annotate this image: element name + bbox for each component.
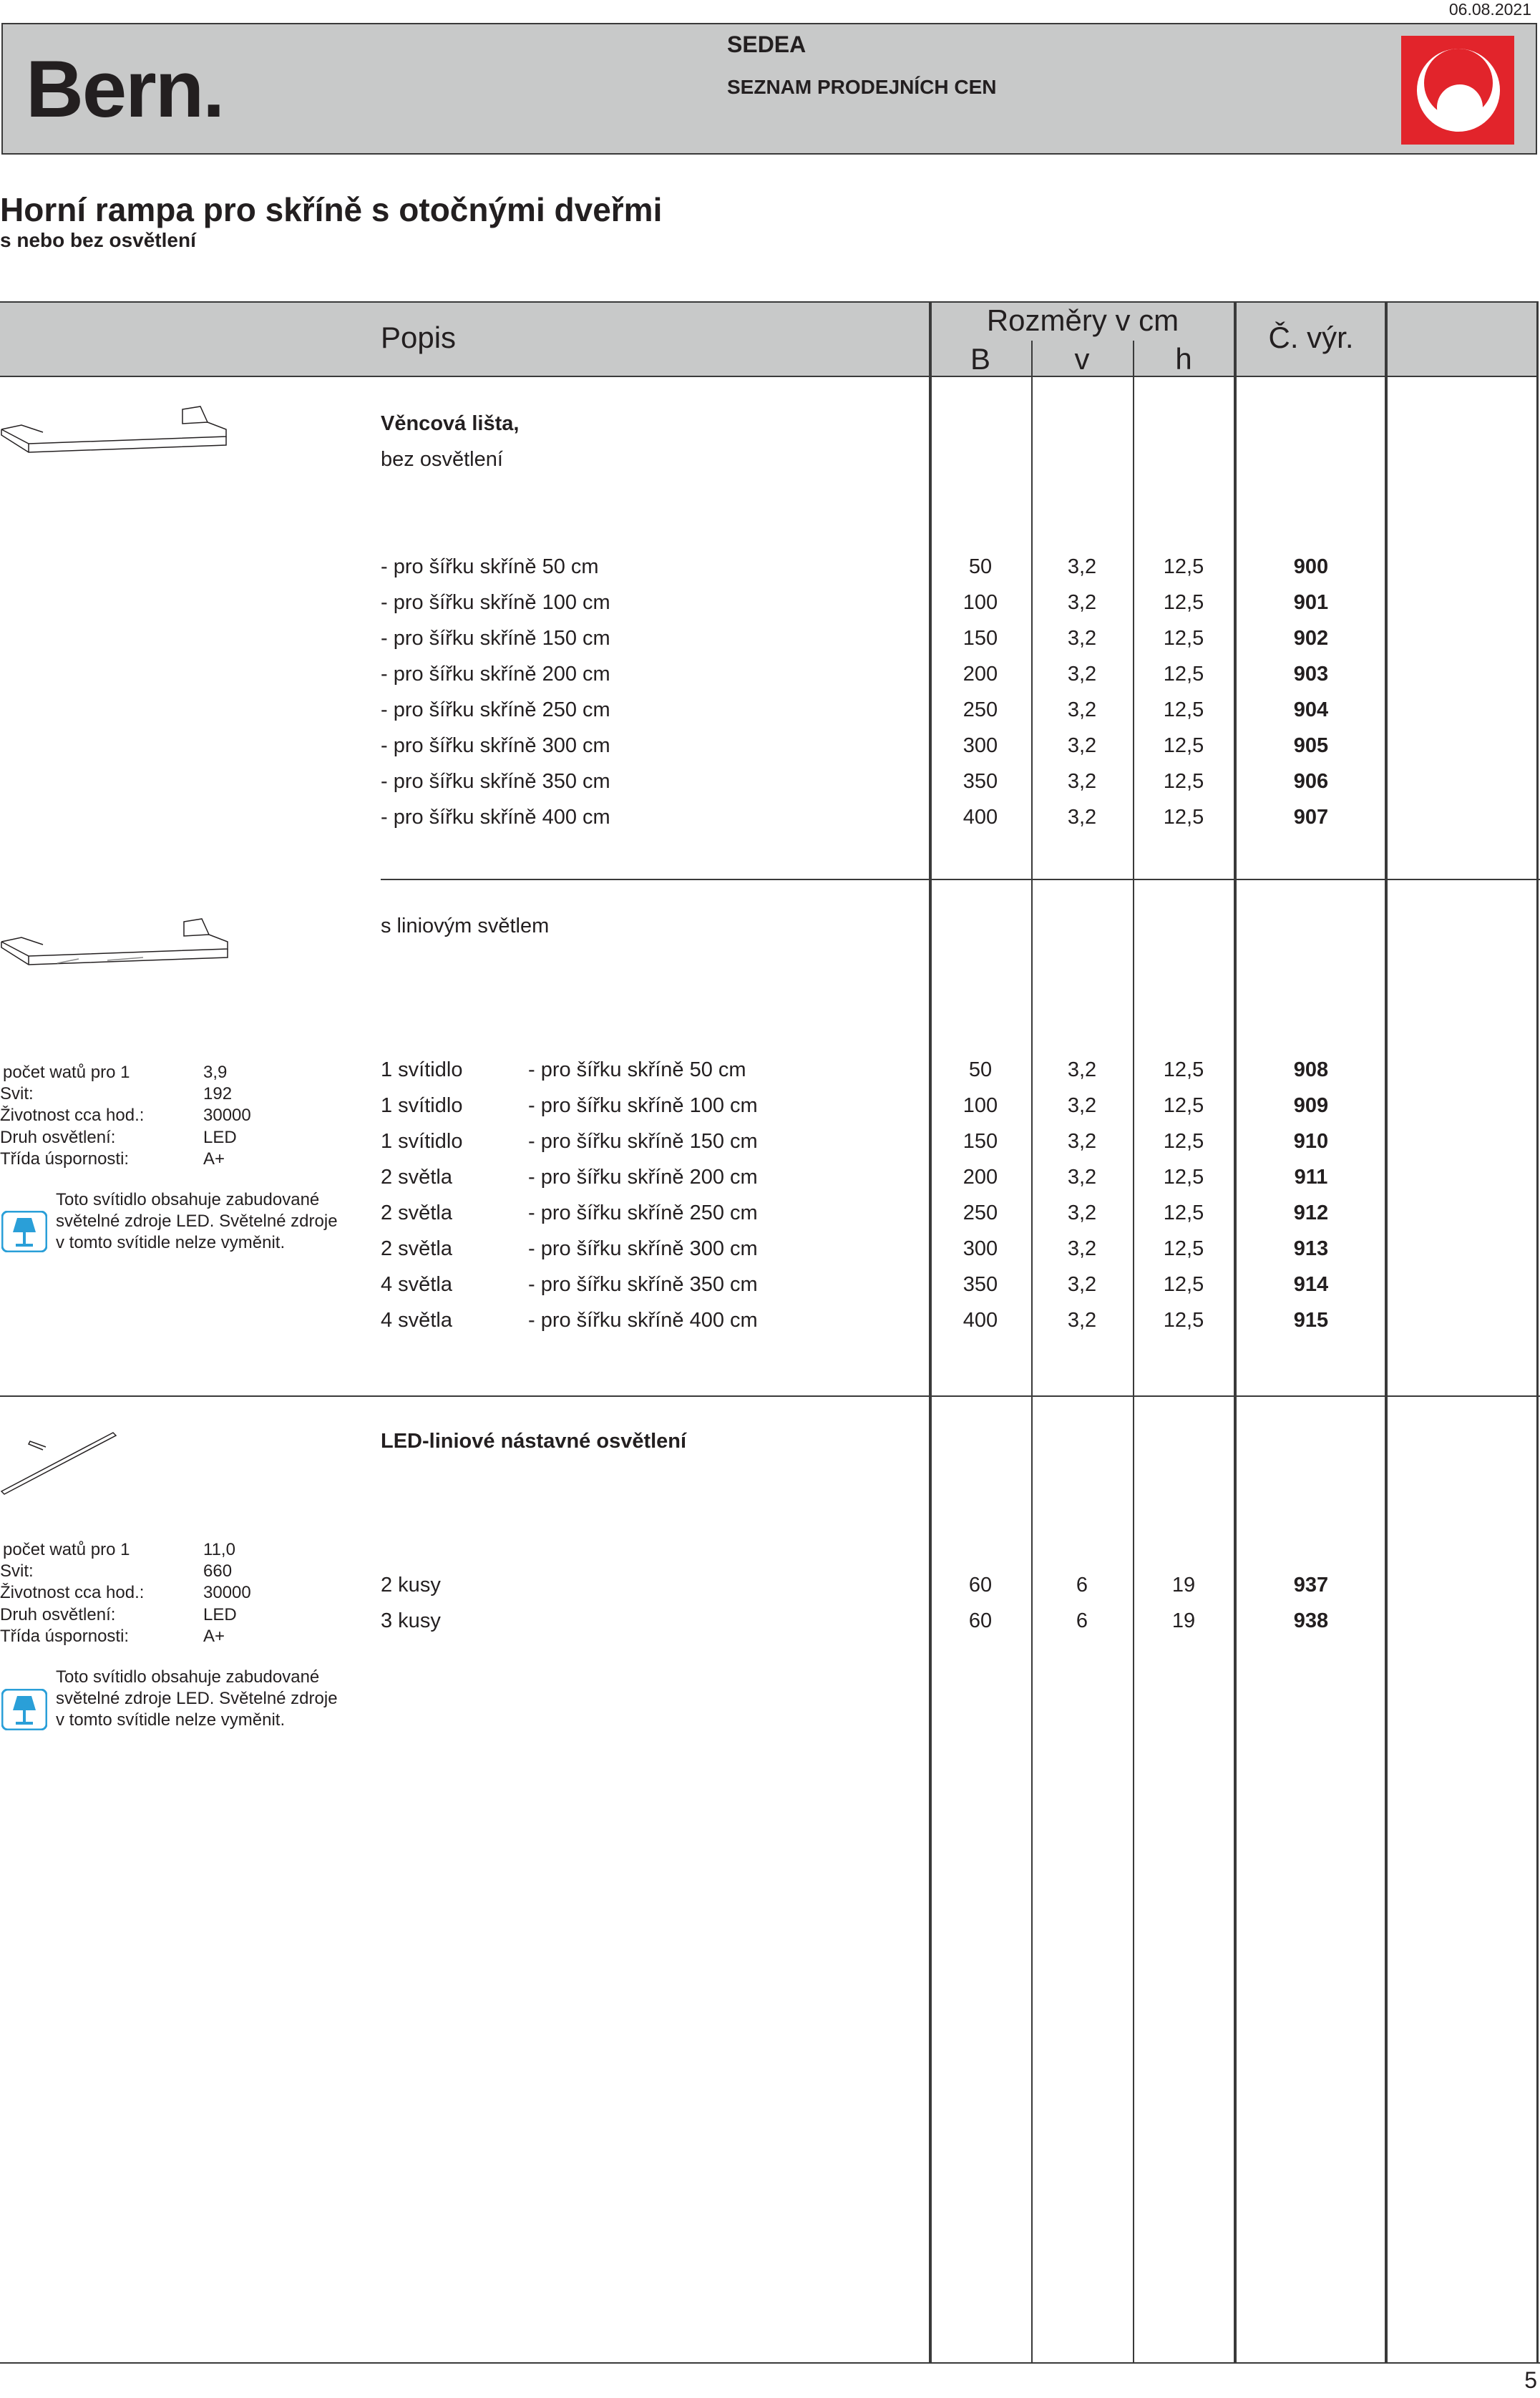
- row-b: 100: [962, 1094, 998, 1117]
- row-code: 914: [1293, 1273, 1329, 1296]
- row-code: 937: [1293, 1574, 1329, 1597]
- row-h: 12,5: [1163, 698, 1204, 721]
- row-quantity: 2 světla: [381, 1237, 452, 1260]
- spec-value: 30000: [203, 1583, 251, 1602]
- row-description: - pro šířku skříně 50 cm: [381, 555, 599, 578]
- row-code: 905: [1293, 734, 1329, 757]
- row-b: 50: [968, 555, 993, 578]
- row-v: 3,2: [1067, 770, 1097, 793]
- row-b: 150: [962, 1130, 998, 1153]
- row-code: 913: [1293, 1237, 1329, 1260]
- row-v: 3,2: [1067, 734, 1097, 757]
- row-code: 938: [1293, 1609, 1329, 1632]
- row-h: 12,5: [1163, 1058, 1204, 1081]
- row-quantity: 2 světla: [381, 1202, 452, 1224]
- row-quantity: 1 svítidlo: [381, 1094, 463, 1117]
- cornice-bar-image: [0, 401, 236, 458]
- company-name: SEDEA: [727, 31, 806, 57]
- sedea-logo-icon: [1401, 36, 1514, 145]
- spec-value: 30000: [203, 1106, 251, 1125]
- led-notice: Toto svítidlo obsahuje zabudované světelné zdroje LED. Světelné zdroje v tomto svítidle nelze vyměnit.: [56, 1190, 338, 1252]
- row-code: 912: [1293, 1202, 1329, 1224]
- document-date: 06.08.2021: [1448, 0, 1531, 19]
- row-description: - pro šířku skříně 250 cm: [528, 1202, 758, 1224]
- column-dimensions: Rozměry v cm: [986, 303, 1179, 337]
- row-b: 100: [962, 591, 998, 614]
- row-h: 12,5: [1163, 1237, 1204, 1260]
- row-code: 900: [1293, 555, 1329, 578]
- row-description: - pro šířku skříně 150 cm: [381, 627, 610, 650]
- row-h: 12,5: [1163, 1166, 1204, 1189]
- row-v: 3,2: [1067, 627, 1097, 650]
- led-notice: Toto svítidlo obsahuje zabudované světelné zdroje LED. Světelné zdroje v tomto svítidle nelze vyměnit.: [56, 1667, 338, 1730]
- page-subtitle: s nebo bez osvětlení: [0, 229, 196, 251]
- spec-label: Druh osvětlení:: [0, 1128, 116, 1147]
- row-quantity: 4 světla: [381, 1309, 452, 1332]
- brand-name: Bern.: [26, 44, 224, 134]
- row-h: 12,5: [1163, 1094, 1204, 1117]
- row-h: 19: [1171, 1574, 1196, 1597]
- row-code: 902: [1293, 627, 1329, 650]
- row-description: 3 kusy: [381, 1609, 441, 1632]
- row-description: - pro šířku skříně 200 cm: [528, 1166, 758, 1189]
- row-v: 3,2: [1067, 663, 1097, 686]
- section-subheading: bez osvětlení: [381, 448, 503, 471]
- led-light-strip-image: [0, 1424, 122, 1496]
- row-b: 350: [962, 770, 998, 793]
- row-h: 19: [1171, 1609, 1196, 1632]
- row-h: 12,5: [1163, 1202, 1204, 1224]
- row-h: 12,5: [1163, 1130, 1204, 1153]
- row-b: 250: [962, 698, 998, 721]
- row-code: 909: [1293, 1094, 1329, 1117]
- row-b: 150: [962, 627, 998, 650]
- row-v: 6: [1076, 1609, 1088, 1632]
- row-quantity: 4 světla: [381, 1273, 452, 1296]
- spec-value: LED: [203, 1605, 237, 1624]
- spec-label: Třída úspornosti:: [0, 1149, 130, 1169]
- page-number: 5: [1524, 2367, 1537, 2393]
- row-code: 915: [1293, 1309, 1329, 1332]
- column-code: Č. výr.: [1268, 321, 1354, 354]
- row-description: - pro šířku skříně 50 cm: [528, 1058, 746, 1081]
- row-description: - pro šířku skříně 150 cm: [528, 1130, 758, 1153]
- spec-label: Druh osvětlení:: [0, 1605, 116, 1624]
- row-v: 6: [1076, 1574, 1088, 1597]
- row-h: 12,5: [1163, 1273, 1204, 1296]
- row-code: 907: [1293, 806, 1329, 829]
- spec-value: LED: [203, 1128, 237, 1147]
- row-description: - pro šířku skříně 100 cm: [381, 591, 610, 614]
- row-b: 300: [962, 734, 998, 757]
- row-quantity: 2 světla: [381, 1166, 452, 1189]
- row-b: 250: [962, 1202, 998, 1224]
- row-v: 3,2: [1067, 1309, 1097, 1332]
- spec-label: Životnost cca hod.:: [0, 1583, 145, 1602]
- spec-label: počet watů pro 1: [3, 1063, 130, 1082]
- document-type: SEZNAM PRODEJNÍCH CEN: [727, 76, 997, 98]
- row-v: 3,2: [1067, 555, 1097, 578]
- row-v: 3,2: [1067, 1202, 1097, 1224]
- row-v: 3,2: [1067, 591, 1097, 614]
- row-description: - pro šířku skříně 100 cm: [528, 1094, 758, 1117]
- row-v: 3,2: [1067, 1130, 1097, 1153]
- row-b: 400: [962, 1309, 998, 1332]
- row-h: 12,5: [1163, 806, 1204, 829]
- row-h: 12,5: [1163, 663, 1204, 686]
- row-v: 3,2: [1067, 806, 1097, 829]
- row-b: 200: [962, 663, 998, 686]
- row-code: 910: [1293, 1130, 1329, 1153]
- row-v: 3,2: [1067, 1094, 1097, 1117]
- row-code: 911: [1294, 1166, 1328, 1189]
- spec-value: A+: [203, 1627, 225, 1646]
- section-subheading: s liniovým světlem: [381, 915, 550, 937]
- row-h: 12,5: [1163, 734, 1204, 757]
- row-code: 903: [1293, 663, 1329, 686]
- row-b: 300: [962, 1237, 998, 1260]
- row-description: - pro šířku skříně 300 cm: [528, 1237, 758, 1260]
- row-description: - pro šířku skříně 250 cm: [381, 698, 610, 721]
- row-description: - pro šířku skříně 400 cm: [528, 1309, 758, 1332]
- row-code: 904: [1293, 698, 1329, 721]
- section-heading: LED-liniové nástavné osvětlení: [381, 1430, 687, 1453]
- spec-value: 3,9: [203, 1063, 228, 1082]
- row-description: - pro šířku skříně 200 cm: [381, 663, 610, 686]
- spec-label: Třída úspornosti:: [0, 1627, 130, 1646]
- section-divider: [381, 879, 1540, 880]
- row-h: 12,5: [1163, 591, 1204, 614]
- row-b: 60: [968, 1609, 993, 1632]
- row-quantity: 1 svítidlo: [381, 1058, 463, 1081]
- row-v: 3,2: [1067, 698, 1097, 721]
- row-description: - pro šířku skříně 400 cm: [381, 806, 610, 829]
- row-b: 50: [968, 1058, 993, 1081]
- row-h: 12,5: [1163, 770, 1204, 793]
- row-v: 3,2: [1067, 1058, 1097, 1081]
- spec-value: 660: [203, 1561, 233, 1581]
- row-b: 400: [962, 806, 998, 829]
- row-b: 200: [962, 1166, 998, 1189]
- page-title: Horní rampa pro skříně s otočnými dveřmi: [0, 191, 663, 228]
- row-b: 350: [962, 1273, 998, 1296]
- lighted-cornice-bar-image: [0, 916, 236, 973]
- row-v: 3,2: [1067, 1273, 1097, 1296]
- spec-label: Svit:: [0, 1561, 34, 1581]
- table-bottom-border: [0, 2362, 1540, 2364]
- row-v: 3,2: [1067, 1237, 1097, 1260]
- row-quantity: 1 svítidlo: [381, 1130, 463, 1153]
- column-v: v: [1074, 342, 1090, 376]
- spec-value: 11,0: [203, 1540, 235, 1559]
- column-h: h: [1175, 342, 1192, 376]
- row-v: 3,2: [1067, 1166, 1097, 1189]
- row-code: 901: [1293, 591, 1329, 614]
- row-description: 2 kusy: [381, 1574, 441, 1597]
- spec-label: Životnost cca hod.:: [0, 1106, 145, 1125]
- table-border: [1536, 301, 1539, 2364]
- row-description: - pro šířku skříně 350 cm: [528, 1273, 758, 1296]
- row-code: 908: [1293, 1058, 1329, 1081]
- row-h: 12,5: [1163, 555, 1204, 578]
- column-popis: Popis: [381, 321, 457, 354]
- lamp-icon: [1, 1689, 47, 1730]
- spec-value: 192: [203, 1084, 233, 1103]
- spec-label: počet watů pro 1: [3, 1540, 130, 1559]
- column-b: B: [970, 342, 990, 376]
- spec-value: A+: [203, 1149, 225, 1169]
- lamp-icon: [1, 1211, 47, 1252]
- section-divider: [0, 1395, 1540, 1397]
- row-h: 12,5: [1163, 1309, 1204, 1332]
- row-description: - pro šířku skříně 300 cm: [381, 734, 610, 757]
- row-b: 60: [968, 1574, 993, 1597]
- row-code: 906: [1293, 770, 1329, 793]
- row-description: - pro šířku skříně 350 cm: [381, 770, 610, 793]
- section-heading: Věncová lišta,: [381, 412, 520, 435]
- spec-label: Svit:: [0, 1084, 34, 1103]
- row-h: 12,5: [1163, 627, 1204, 650]
